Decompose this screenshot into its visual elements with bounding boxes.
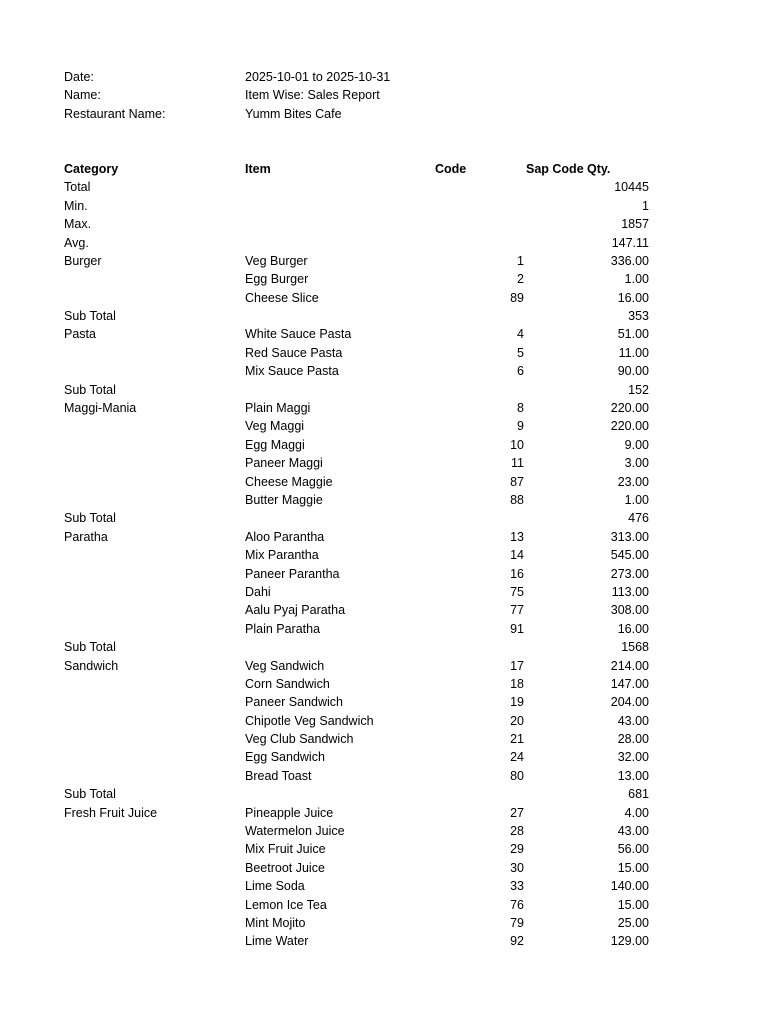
cell-qty: 43.00 — [617, 824, 649, 839]
cell-code: 30 — [510, 860, 524, 875]
table-row — [64, 381, 664, 399]
table-row — [64, 436, 664, 454]
cell-code: 80 — [510, 768, 524, 783]
cell-item: Lime Soda — [245, 879, 305, 894]
cell-qty: 1 — [642, 198, 649, 213]
table-row — [64, 693, 664, 711]
cell-item: Paneer Sandwich — [245, 695, 343, 710]
table-row — [64, 730, 664, 748]
cell-qty: 13.00 — [617, 768, 649, 783]
cell-code: 5 — [517, 345, 524, 360]
cell-item: Cheese Slice — [245, 290, 319, 305]
cell-category: Min. — [64, 198, 88, 213]
cell-code: 91 — [510, 621, 524, 636]
cell-qty: 1857 — [621, 217, 649, 232]
header-sap-code: Sap Code — [526, 161, 584, 176]
meta-restaurant-row — [64, 105, 664, 123]
table-row — [64, 473, 664, 491]
cell-code: 16 — [510, 566, 524, 581]
cell-qty: 51.00 — [617, 327, 649, 342]
table-row — [64, 509, 664, 527]
cell-code: 10 — [510, 437, 524, 452]
cell-item: Plain Paratha — [245, 621, 321, 636]
cell-code: 33 — [510, 879, 524, 894]
cell-qty: 15.00 — [617, 860, 649, 875]
cell-code: 79 — [510, 915, 524, 930]
cell-item: Egg Sandwich — [245, 750, 325, 765]
cell-qty: 56.00 — [617, 842, 649, 857]
table-row — [64, 601, 664, 619]
cell-item: Veg Club Sandwich — [245, 732, 354, 747]
cell-qty: 273.00 — [610, 566, 649, 581]
table-row — [64, 767, 664, 785]
report-meta — [64, 68, 664, 123]
cell-code: 19 — [510, 695, 524, 710]
table-row — [64, 583, 664, 601]
cell-category: Sub Total — [64, 309, 116, 324]
cell-code: 29 — [510, 842, 524, 857]
cell-category: Pasta — [64, 327, 96, 342]
cell-qty: 113.00 — [611, 584, 649, 599]
cell-category: Sub Total — [64, 511, 116, 526]
meta-name-label: Name: — [64, 88, 101, 103]
header-code: Code — [435, 161, 467, 176]
cell-code: 77 — [510, 603, 524, 618]
cell-code: 8 — [517, 401, 524, 416]
cell-category: Sub Total — [64, 640, 116, 655]
table-row — [64, 877, 664, 895]
table-row — [64, 325, 664, 343]
table-row — [64, 657, 664, 675]
cell-code: 89 — [510, 290, 524, 305]
cell-category: Sub Total — [64, 382, 116, 397]
sales-report-sheet — [64, 68, 664, 951]
spacer — [64, 123, 664, 160]
table-header — [64, 160, 664, 178]
cell-qty: 16.00 — [617, 290, 649, 305]
table-row — [64, 362, 664, 380]
table-row — [64, 785, 664, 803]
cell-category: Paratha — [64, 529, 108, 544]
cell-category: Max. — [64, 217, 92, 232]
table-row — [64, 546, 664, 564]
cell-code: 92 — [510, 934, 524, 949]
table-row — [64, 896, 664, 914]
cell-qty: 353 — [628, 309, 649, 324]
cell-item: Butter Maggie — [245, 493, 323, 507]
cell-code: 4 — [517, 327, 524, 342]
cell-item: Plain Maggi — [245, 401, 311, 416]
cell-item: Aalu Pyaj Paratha — [245, 603, 346, 618]
cell-qty: 140.00 — [610, 879, 649, 894]
cell-qty: 3.00 — [624, 456, 649, 471]
cell-code: 24 — [510, 750, 524, 765]
header-item: Item — [245, 161, 271, 176]
cell-qty: 32.00 — [617, 750, 649, 765]
cell-item: Egg Burger — [245, 272, 309, 287]
cell-item: White Sauce Pasta — [245, 327, 352, 342]
cell-item: Lime Water — [245, 934, 309, 949]
cell-item: Mix Parantha — [245, 548, 319, 563]
cell-item: Veg Sandwich — [245, 658, 325, 673]
cell-qty: 214.00 — [610, 658, 649, 673]
table-row — [64, 270, 664, 288]
meta-name-value: Item Wise: Sales Report — [245, 88, 380, 103]
cell-qty: 1.00 — [624, 272, 649, 287]
table-row — [64, 638, 664, 656]
cell-item: Red Sauce Pasta — [245, 345, 343, 360]
cell-item: Mix Fruit Juice — [245, 842, 326, 857]
cell-item: Mint Mojito — [245, 915, 306, 930]
table-row — [64, 178, 664, 196]
cell-code: 20 — [510, 713, 524, 728]
meta-date-value: 2025-10-01 to 2025-10-31 — [245, 70, 391, 84]
cell-item: Veg Burger — [245, 253, 308, 268]
cell-category: Maggi-Mania — [64, 401, 137, 416]
table-row — [64, 454, 664, 472]
cell-qty: 220.00 — [610, 419, 649, 434]
cell-item: Beetroot Juice — [245, 860, 325, 875]
table-row — [64, 289, 664, 307]
cell-qty: 23.00 — [617, 474, 649, 489]
cell-item: Pineapple Juice — [245, 805, 334, 820]
cell-item: Paneer Parantha — [245, 566, 340, 581]
cell-qty: 11.00 — [618, 345, 649, 360]
table-row — [64, 417, 664, 435]
cell-qty: 90.00 — [617, 364, 649, 379]
cell-qty: 15.00 — [617, 897, 649, 912]
table-row — [64, 197, 664, 215]
table-row — [64, 344, 664, 362]
cell-code: 9 — [517, 419, 524, 434]
cell-qty: 147.11 — [611, 235, 649, 250]
cell-code: 11 — [511, 456, 524, 471]
cell-item: Cheese Maggie — [245, 474, 333, 489]
cell-code: 13 — [510, 529, 524, 544]
cell-qty: 336.00 — [610, 253, 649, 268]
cell-qty: 308.00 — [610, 603, 649, 618]
cell-item: Egg Maggi — [245, 437, 305, 452]
cell-qty: 476 — [628, 511, 649, 526]
table-row — [64, 565, 664, 583]
cell-qty: 147.00 — [610, 676, 649, 691]
cell-code: 14 — [510, 548, 524, 563]
cell-item: Corn Sandwich — [245, 676, 330, 691]
table-row — [64, 234, 664, 252]
cell-code: 17 — [510, 658, 524, 673]
cell-qty: 1.00 — [624, 493, 649, 507]
cell-category: Sandwich — [64, 658, 119, 673]
cell-code: 1 — [517, 253, 524, 268]
header-qty: Qty. — [587, 161, 611, 176]
meta-name-row — [64, 86, 664, 104]
cell-qty: 681 — [628, 787, 649, 802]
meta-date-row — [64, 68, 664, 86]
meta-date-label: Date: — [64, 70, 94, 84]
cell-category: Fresh Fruit Juice — [64, 805, 158, 820]
cell-item: Veg Maggi — [245, 419, 305, 434]
cell-category: Sub Total — [64, 787, 116, 802]
cell-code: 75 — [510, 584, 524, 599]
cell-qty: 220.00 — [610, 401, 649, 416]
cell-code: 2 — [517, 272, 524, 287]
cell-code: 28 — [510, 824, 524, 839]
cell-item: Aloo Parantha — [245, 529, 325, 544]
cell-qty: 16.00 — [617, 621, 649, 636]
header-category: Category — [64, 161, 119, 176]
table-row — [64, 528, 664, 546]
cell-qty: 25.00 — [617, 915, 649, 930]
table-row — [64, 620, 664, 638]
cell-category: Burger — [64, 253, 102, 268]
cell-item: Mix Sauce Pasta — [245, 364, 339, 379]
table-row — [64, 491, 664, 509]
table-row — [64, 748, 664, 766]
table-row — [64, 840, 664, 858]
table-row — [64, 804, 664, 822]
meta-restaurant-value: Yumm Bites Cafe — [245, 106, 342, 121]
cell-qty: 545.00 — [610, 548, 649, 563]
cell-qty: 1568 — [621, 640, 649, 655]
table-body — [64, 178, 664, 950]
cell-item: Lemon Ice Tea — [245, 897, 327, 912]
table-row — [64, 712, 664, 730]
table-row — [64, 914, 664, 932]
cell-qty: 10445 — [614, 180, 649, 195]
cell-code: 76 — [510, 897, 524, 912]
cell-category: Total — [64, 180, 91, 195]
meta-restaurant-label: Restaurant Name: — [64, 106, 166, 121]
cell-code: 87 — [510, 474, 524, 489]
cell-item: Bread Toast — [245, 768, 312, 783]
cell-qty: 129.00 — [610, 934, 649, 949]
cell-qty: 28.00 — [617, 732, 649, 747]
cell-qty: 313.00 — [610, 529, 649, 544]
cell-category: Avg. — [64, 235, 89, 250]
cell-item: Chipotle Veg Sandwich — [245, 713, 374, 728]
cell-qty: 152 — [628, 382, 649, 397]
cell-qty: 43.00 — [617, 713, 649, 728]
cell-code: 6 — [517, 364, 524, 379]
cell-item: Paneer Maggi — [245, 456, 323, 471]
table-row — [64, 859, 664, 877]
table-row — [64, 215, 664, 233]
table-row — [64, 932, 664, 950]
table-row — [64, 822, 664, 840]
cell-qty: 204.00 — [610, 695, 649, 710]
table-row — [64, 307, 664, 325]
cell-code: 18 — [510, 676, 524, 691]
cell-code: 88 — [510, 493, 524, 507]
table-row — [64, 399, 664, 417]
cell-code: 21 — [510, 732, 524, 747]
cell-item: Dahi — [245, 584, 271, 599]
table-row — [64, 675, 664, 693]
table-row — [64, 252, 664, 270]
cell-qty: 9.00 — [624, 437, 649, 452]
cell-qty: 4.00 — [624, 805, 649, 820]
cell-code: 27 — [510, 805, 524, 820]
cell-item: Watermelon Juice — [245, 824, 345, 839]
